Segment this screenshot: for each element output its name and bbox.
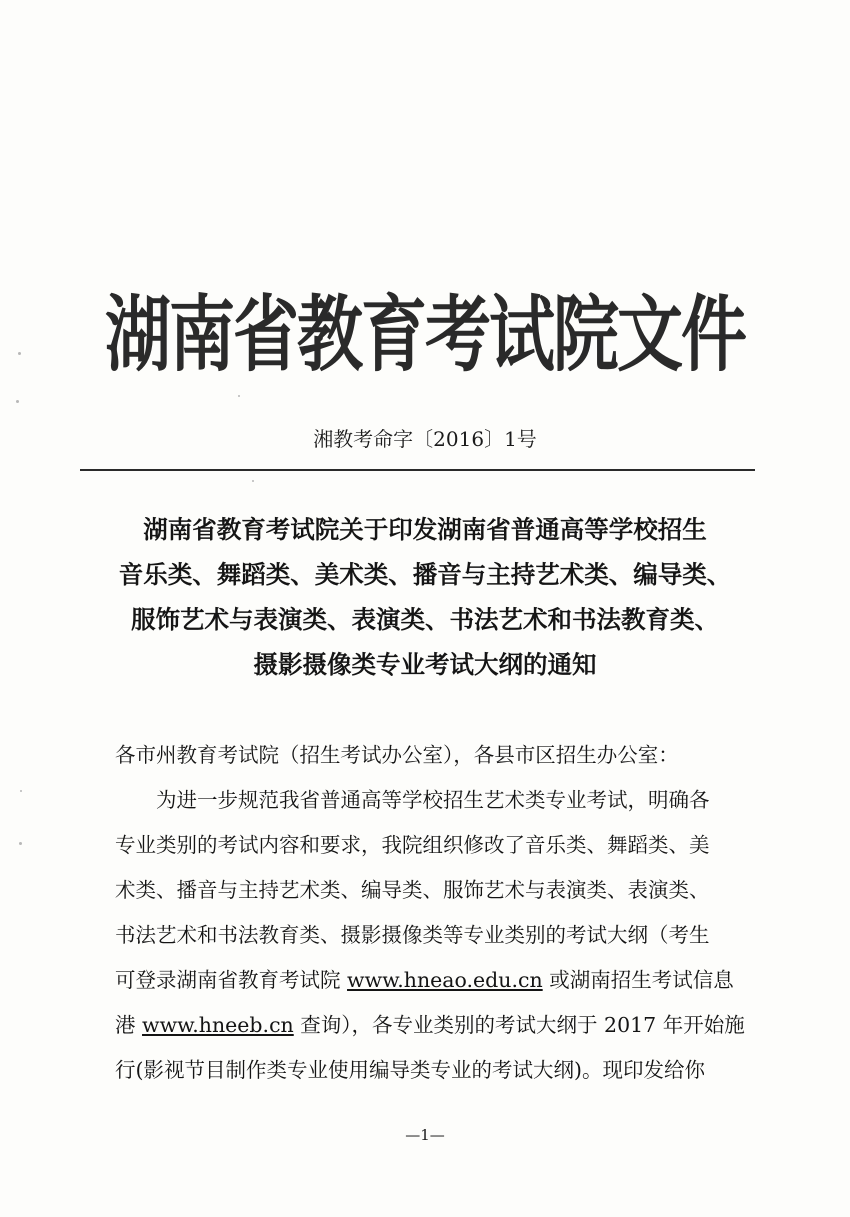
- notice-title-line: 服饰艺术与表演类、表演类、书法艺术和书法教育类、: [131, 605, 719, 634]
- body-line: 专业类别的考试内容和要求，我院组织修改了音乐类、舞蹈类、美: [115, 833, 710, 857]
- document-header-title: 湖南省教育考试院文件: [105, 286, 745, 383]
- notice-body: [115, 733, 755, 1093]
- body-text-segment: 可登录湖南省教育考试院: [115, 968, 341, 992]
- hneeb-website-link[interactable]: www.hneeb.cn: [142, 1013, 294, 1037]
- salutation: 各市州教育考试院（招生考试办公室），各县市区招生办公室：: [115, 743, 679, 767]
- notice-title-line: 音乐类、舞蹈类、美术类、播音与主持艺术类、编导类、: [118, 560, 732, 589]
- scan-speck: [19, 842, 22, 845]
- scan-speck: [238, 395, 240, 397]
- body-line: 书法艺术和书法教育类、摄影摄像类等专业类别的考试大纲（考生: [115, 923, 710, 947]
- body-line: 行(影视节目制作类专业使用编导类专业的考试大纲)。现印发给你: [115, 1058, 705, 1082]
- scan-speck: [16, 400, 19, 403]
- body-text-segment: 港: [115, 1013, 136, 1037]
- body-line: [115, 958, 755, 1003]
- scan-speck: [252, 480, 254, 482]
- notice-title-line: 湖南省教育考试院关于印发湖南省普通高等学校招生: [143, 515, 707, 544]
- hneao-website-link[interactable]: www.hneao.edu.cn: [347, 968, 543, 992]
- body-text-segment: 查询），各专业类别的考试大纲于 2017 年开始施: [300, 1013, 745, 1037]
- document-number: 湘教考命字〔2016〕1号: [313, 427, 537, 451]
- body-line: [115, 1003, 755, 1048]
- notice-title-line: 摄影摄像类专业考试大纲的通知: [253, 650, 597, 679]
- body-text-segment: 或湖南招生考试信息: [549, 968, 734, 992]
- header-divider: [80, 469, 755, 471]
- body-line: 为进一步规范我省普通高等学校招生艺术类专业考试，明确各: [156, 788, 710, 812]
- notice-title: [60, 507, 790, 687]
- page-number: —1—: [405, 1126, 445, 1144]
- body-line: 术类、播音与主持艺术类、编导类、服饰艺术与表演类、表演类、: [115, 878, 710, 902]
- scan-speck: [20, 790, 22, 792]
